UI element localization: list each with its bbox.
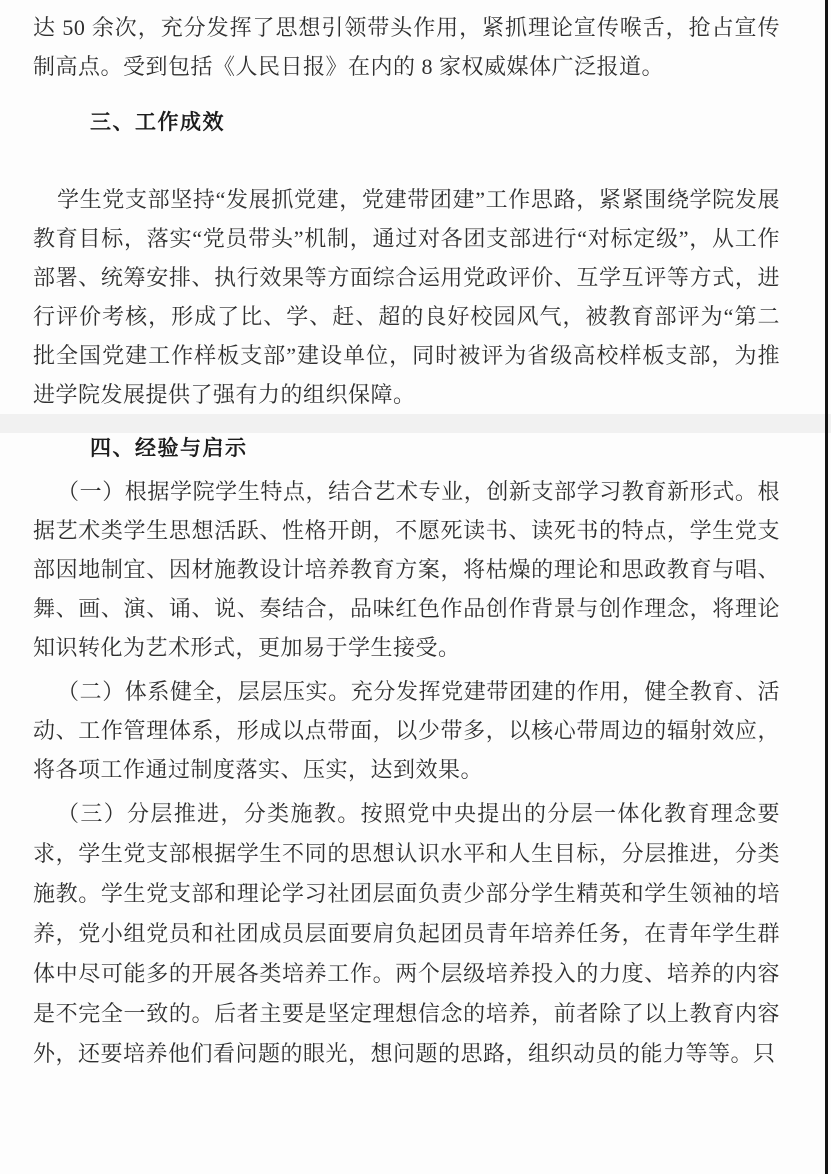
paragraph-experience-2: （二）体系健全，层层压实。充分发挥党建带团建的作用，健全教育、活动、工作管理体系，形成以点带面，以少带多，以核心带周边的辐射效应，将各项工作通过制度落实、压实，达到效果。 bbox=[33, 679, 780, 782]
document-text-block bbox=[33, 8, 780, 1074]
page-right-border-line bbox=[825, 0, 828, 1174]
paragraph-experience-3: （三）分层推进，分类施教。按照党中央提出的分层一体化教育理念要求，学生党支部根据学生不同的思想认识水平和人生目标，分层推进，分类施教。学生党支部和理论学习社团层面负责少部分学生精英和学生领袖的培养，党小组党员和社团成员层面要肩负起团员青年培养任务，在青年学生群体中尽可能多的开展各类培养工作。两个层级培养投入的力度、培养的内容是不完全一致的。后者主要是坚定理想信念的培养，前者除了以上教育内容外，还要培养他们看问题的眼光，想问题的思路，组织动员的能力等等。只 bbox=[33, 801, 780, 1066]
paragraph-intro-continuation: 达 50 余次，充分发挥了思想引领带头作用，紧抓理论宣传喉舌，抢占宣传制高点。受到包括《人民日报》在内的 8 家权威媒体广泛报道。 bbox=[33, 15, 780, 79]
section-heading-work-results: 三、工作成效 bbox=[90, 111, 225, 134]
section-heading-experience: 四、经验与启示 bbox=[90, 437, 248, 460]
paragraph-experience-1: （一）根据学院学生特点，结合艺术专业，创新支部学习教育新形式。根据艺术类学生思想活跃、性格开朗，不愿死读书、读死书的特点，学生党支部因地制宜、因材施教设计培养教育方案，将枯燥的理论和思政教育与唱、舞、画、演、诵、说、奏结合，品味红色作品创作背景与创作理念，将理论知识转化为艺术形式，更加易于学生接受。 bbox=[33, 479, 780, 660]
paragraph-work-results: 学生党支部坚持“发展抓党建，党建带团建”工作思路，紧紧围绕学院发展教育目标，落实“党员带头”机制，通过对各团支部进行“对标定级”，从工作部署、统筹安排、执行效果等方面综合运用党政评价、互学互评等方式，进行评价考核，形成了比、学、赶、超的良好校园风气，被教育部评为“第二批全国党建工作样板支部”建设单位，同时被评为省级高校样板支部，为推进学院发展提供了强有力的组织保障。 bbox=[33, 187, 780, 407]
